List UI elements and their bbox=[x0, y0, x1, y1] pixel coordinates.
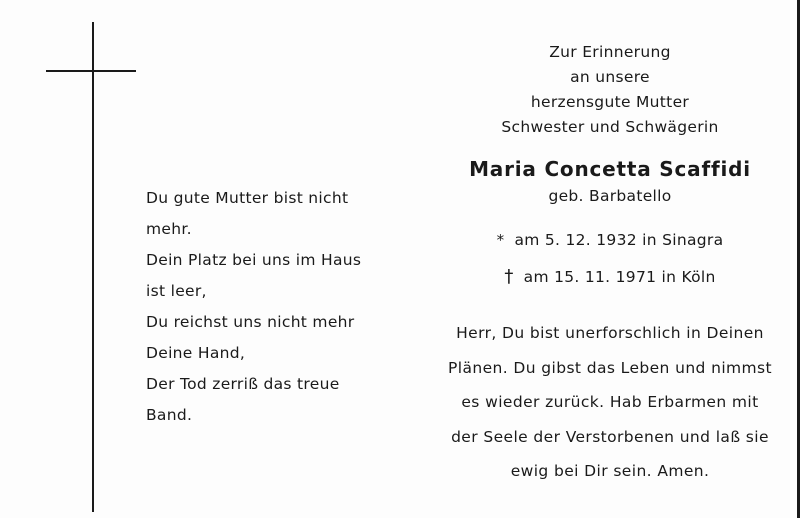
header-line: Zur Erinnerung bbox=[549, 43, 671, 61]
death-cross-icon: † bbox=[504, 266, 514, 287]
death-date-text: am 15. 11. 1971 in Köln bbox=[523, 268, 716, 286]
death-info bbox=[430, 265, 790, 289]
header-line: herzensgute Mutter bbox=[530, 93, 690, 111]
poem-line: ist leer, bbox=[146, 282, 207, 300]
prayer-line: es wieder zurück. Hab Erbarmen mit bbox=[461, 393, 759, 411]
maiden-name: geb. Barbatello bbox=[548, 187, 672, 205]
prayer-line: Plänen. Du gibst das Leben und nimmst bbox=[448, 358, 772, 377]
poem-line: Deine Hand, bbox=[146, 344, 246, 362]
poem-line: Du gute Mutter bist nicht bbox=[146, 189, 349, 207]
header-line: an unsere bbox=[570, 68, 650, 86]
birth-info bbox=[430, 228, 790, 252]
prayer-line: Herr, Du bist unerforschlich in Deinen bbox=[456, 324, 764, 342]
poem-line: Du reichst uns nicht mehr bbox=[146, 313, 355, 331]
birth-star-icon: * bbox=[496, 231, 505, 249]
memorial-header bbox=[430, 40, 790, 140]
poem-line: Der Tod zerriß das treue bbox=[146, 375, 340, 393]
birth-date-text: am 5. 12. 1932 in Sinagra bbox=[514, 231, 724, 249]
prayer-line: ewig bei Dir sein. Amen. bbox=[510, 462, 710, 480]
poem-line: Dein Platz bei uns im Haus bbox=[146, 251, 362, 269]
deceased-name: Maria Concetta Scaffidi bbox=[469, 157, 751, 181]
cross-vertical-bar bbox=[92, 22, 94, 512]
header-line: Schwester und Schwägerin bbox=[501, 118, 719, 136]
memorial-poem bbox=[146, 183, 386, 431]
poem-line: mehr. bbox=[146, 220, 192, 238]
prayer-text bbox=[430, 316, 790, 489]
cross-horizontal-bar bbox=[46, 70, 136, 72]
prayer-line: der Seele der Verstorbenen und laß sie bbox=[451, 427, 769, 446]
poem-line: Band. bbox=[146, 406, 193, 424]
